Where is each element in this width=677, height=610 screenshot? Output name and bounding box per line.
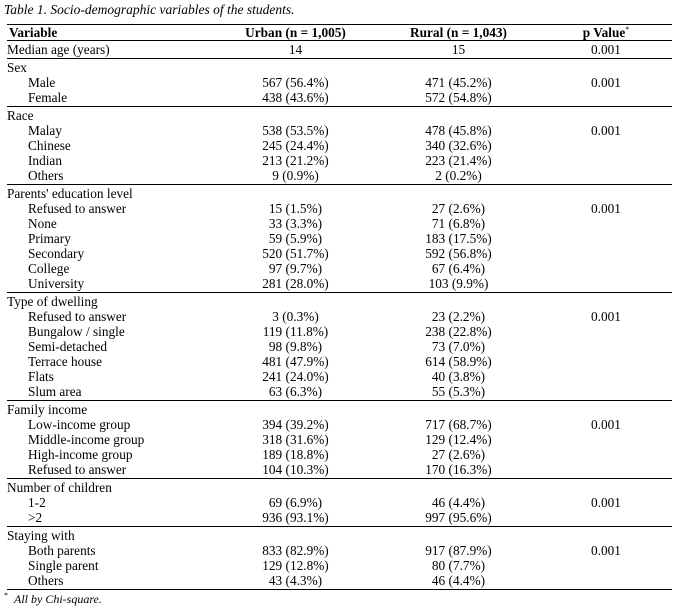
- group-title-p-empty: [540, 59, 672, 76]
- group-title-p-empty: [540, 479, 672, 496]
- table-row: [7, 495, 672, 510]
- row-urban-value: 104 (10.3%): [262, 462, 329, 477]
- table-row: [7, 462, 672, 479]
- variable-group: [7, 185, 672, 293]
- group-title-row: [7, 59, 672, 76]
- row-label: Refused to answer: [28, 201, 127, 216]
- group-title-row: [7, 107, 672, 124]
- socio-demographic-table: [7, 24, 672, 590]
- row-label: >2: [28, 510, 43, 525]
- row-rural-value: 46 (4.4%): [431, 495, 486, 510]
- group-title: Number of children: [7, 479, 214, 496]
- row-p-value: 0.001: [591, 123, 621, 138]
- table-row: [7, 276, 672, 293]
- row-urban-value: 59 (5.9%): [268, 231, 323, 246]
- row-p-empty: [540, 558, 672, 573]
- median-age-p-value: 0.001: [591, 42, 621, 57]
- table-row: [7, 369, 672, 384]
- row-urban-value: 129 (12.8%): [262, 558, 329, 573]
- row-urban-value: 394 (39.2%): [262, 417, 329, 432]
- median-age-group: [7, 41, 672, 59]
- row-label: 1-2: [28, 495, 46, 510]
- row-label: None: [28, 216, 57, 231]
- row-label: Middle-income group: [28, 432, 145, 447]
- row-label: Secondary: [28, 246, 85, 261]
- row-p-empty: [540, 261, 672, 276]
- row-label: Slum area: [28, 384, 82, 399]
- group-title: Family income: [7, 401, 214, 418]
- header-p-value-label: p Value: [582, 25, 626, 40]
- row-urban-value: 43 (4.3%): [268, 573, 323, 588]
- group-title: Type of dwelling: [7, 293, 214, 310]
- row-rural-value: 27 (2.6%): [431, 447, 486, 462]
- row-urban-value: 520 (51.7%): [262, 246, 329, 261]
- row-p-value: 0.001: [591, 201, 621, 216]
- variable-group: [7, 527, 672, 590]
- table-row: [7, 75, 672, 90]
- row-urban-value: 189 (18.8%): [262, 447, 329, 462]
- group-title-p-empty: [540, 527, 672, 544]
- row-label: Both parents: [28, 543, 96, 558]
- table-row: [7, 339, 672, 354]
- median-age-urban: 14: [288, 42, 303, 57]
- group-title: Parents' education level: [7, 185, 214, 202]
- row-rural-value: 55 (5.3%): [431, 384, 486, 399]
- table-row: [7, 324, 672, 339]
- row-p-empty: [540, 354, 672, 369]
- group-title-urban-empty: [214, 293, 377, 310]
- footnote-mark: *: [4, 591, 8, 600]
- group-title-urban-empty: [214, 527, 377, 544]
- row-rural-value: 67 (6.4%): [431, 261, 486, 276]
- table-row: [7, 384, 672, 401]
- row-urban-value: 15 (1.5%): [268, 201, 323, 216]
- row-label: Low-income group: [28, 417, 131, 432]
- median-age-label: Median age (years): [7, 42, 110, 57]
- group-title-p-empty: [540, 185, 672, 202]
- table-row: [7, 261, 672, 276]
- row-urban-value: 33 (3.3%): [268, 216, 323, 231]
- row-rural-value: 614 (58.9%): [425, 354, 492, 369]
- group-title: Staying with: [7, 527, 214, 544]
- row-rural-value: 73 (7.0%): [431, 339, 486, 354]
- row-label: Primary: [28, 231, 71, 246]
- row-urban-value: 9 (0.9%): [272, 168, 319, 183]
- table-footnote: [4, 592, 102, 607]
- row-urban-value: 318 (31.6%): [262, 432, 329, 447]
- variable-group: [7, 107, 672, 185]
- row-rural-value: 223 (21.4%): [425, 153, 492, 168]
- row-rural-value: 103 (9.9%): [428, 276, 489, 291]
- row-rural-value: 2 (0.2%): [435, 168, 482, 183]
- variable-group: [7, 479, 672, 527]
- row-urban-value: 281 (28.0%): [262, 276, 329, 291]
- table-row: [7, 354, 672, 369]
- group-title-row: [7, 293, 672, 310]
- row-rural-value: 129 (12.4%): [425, 432, 492, 447]
- table-row: [7, 432, 672, 447]
- row-label: Bungalow / single: [28, 324, 125, 339]
- table-row: [7, 309, 672, 324]
- table-row: [7, 138, 672, 153]
- group-title-urban-empty: [214, 479, 377, 496]
- row-p-empty: [540, 339, 672, 354]
- row-urban-value: 98 (9.8%): [268, 339, 323, 354]
- row-label: Indian: [28, 153, 62, 168]
- variable-group: [7, 59, 672, 107]
- row-urban-value: 213 (21.2%): [262, 153, 329, 168]
- row-urban-value: 936 (93.1%): [262, 510, 329, 525]
- group-title-urban-empty: [214, 401, 377, 418]
- row-rural-value: 478 (45.8%): [425, 123, 492, 138]
- group-title-rural-empty: [377, 479, 540, 496]
- row-urban-value: 538 (53.5%): [262, 123, 329, 138]
- row-label: Refused to answer: [28, 462, 127, 477]
- row-rural-value: 23 (2.2%): [431, 309, 486, 324]
- row-rural-value: 183 (17.5%): [425, 231, 492, 246]
- row-rural-value: 238 (22.8%): [425, 324, 492, 339]
- median-age-row: [7, 41, 672, 59]
- row-urban-value: 119 (11.8%): [262, 324, 329, 339]
- header-variable: Variable: [7, 25, 214, 41]
- row-rural-value: 80 (7.7%): [431, 558, 486, 573]
- group-title-p-empty: [540, 401, 672, 418]
- row-p-empty: [540, 510, 672, 527]
- row-label: High-income group: [28, 447, 133, 462]
- row-p-value: 0.001: [591, 309, 621, 324]
- header-p-value-mark: *: [625, 25, 630, 34]
- group-title-rural-empty: [377, 293, 540, 310]
- row-label: Others: [28, 168, 64, 183]
- group-title-urban-empty: [214, 59, 377, 76]
- group-title-urban-empty: [214, 107, 377, 124]
- table-row: [7, 201, 672, 216]
- row-label: Male: [28, 75, 56, 90]
- group-title-rural-empty: [377, 185, 540, 202]
- group-title-rural-empty: [377, 401, 540, 418]
- row-label: Chinese: [28, 138, 71, 153]
- row-rural-value: 592 (56.8%): [425, 246, 492, 261]
- row-rural-value: 471 (45.2%): [425, 75, 492, 90]
- header-rural: Rural (n = 1,043): [377, 25, 540, 41]
- row-label: Flats: [28, 369, 54, 384]
- row-p-value: 0.001: [591, 75, 621, 90]
- row-p-empty: [540, 90, 672, 107]
- row-label: Female: [28, 90, 68, 105]
- row-p-empty: [540, 432, 672, 447]
- table-row: [7, 447, 672, 462]
- row-urban-value: 3 (0.3%): [272, 309, 319, 324]
- median-age-rural: 15: [451, 42, 466, 57]
- group-title-rural-empty: [377, 527, 540, 544]
- table-row: [7, 543, 672, 558]
- group-title-rural-empty: [377, 107, 540, 124]
- row-p-value: 0.001: [591, 495, 621, 510]
- group-title-row: [7, 185, 672, 202]
- variable-group: [7, 401, 672, 479]
- header-row: [7, 25, 672, 41]
- row-p-value: 0.001: [591, 417, 621, 432]
- row-p-empty: [540, 573, 672, 590]
- row-label: Refused to answer: [28, 309, 127, 324]
- group-title-rural-empty: [377, 59, 540, 76]
- header-urban: Urban (n = 1,005): [214, 25, 377, 41]
- table-row: [7, 123, 672, 138]
- row-p-empty: [540, 369, 672, 384]
- row-rural-value: 997 (95.6%): [425, 510, 492, 525]
- row-p-empty: [540, 231, 672, 246]
- row-urban-value: 481 (47.9%): [262, 354, 329, 369]
- table-caption: Table 1. Socio-demographic variables of the students.: [4, 2, 295, 17]
- row-rural-value: 717 (68.7%): [425, 417, 492, 432]
- table-row: [7, 216, 672, 231]
- row-p-empty: [540, 153, 672, 168]
- table-row: [7, 168, 672, 185]
- table-header: [7, 25, 672, 41]
- table-row: [7, 417, 672, 432]
- footnote-text: All by Chi-square.: [14, 592, 102, 606]
- header-p-value: [540, 25, 672, 41]
- table-row: [7, 510, 672, 527]
- row-urban-value: 97 (9.7%): [268, 261, 323, 276]
- row-p-empty: [540, 216, 672, 231]
- row-label: College: [28, 261, 70, 276]
- group-title-p-empty: [540, 107, 672, 124]
- group-title-row: [7, 479, 672, 496]
- table-row: [7, 558, 672, 573]
- row-p-empty: [540, 462, 672, 479]
- table-row: [7, 246, 672, 261]
- row-label: Others: [28, 573, 64, 588]
- table-row: [7, 573, 672, 590]
- row-rural-value: 40 (3.8%): [431, 369, 486, 384]
- row-urban-value: 245 (24.4%): [262, 138, 329, 153]
- group-title-urban-empty: [214, 185, 377, 202]
- table-row: [7, 153, 672, 168]
- table-row: [7, 90, 672, 107]
- row-urban-value: 241 (24.0%): [262, 369, 329, 384]
- row-urban-value: 833 (82.9%): [262, 543, 329, 558]
- row-rural-value: 46 (4.4%): [431, 573, 486, 588]
- row-rural-value: 71 (6.8%): [431, 216, 486, 231]
- row-rural-value: 572 (54.8%): [425, 90, 492, 105]
- row-p-empty: [540, 447, 672, 462]
- variable-group: [7, 293, 672, 401]
- row-rural-value: 340 (32.6%): [425, 138, 492, 153]
- group-title-row: [7, 527, 672, 544]
- row-rural-value: 170 (16.3%): [425, 462, 492, 477]
- group-title-p-empty: [540, 293, 672, 310]
- row-rural-value: 917 (87.9%): [425, 543, 492, 558]
- row-label: University: [28, 276, 85, 291]
- row-rural-value: 27 (2.6%): [431, 201, 486, 216]
- row-urban-value: 69 (6.9%): [268, 495, 323, 510]
- row-p-empty: [540, 324, 672, 339]
- group-title: Sex: [7, 59, 214, 76]
- row-p-empty: [540, 168, 672, 185]
- row-p-empty: [540, 138, 672, 153]
- group-title: Race: [7, 107, 214, 124]
- table-row: [7, 231, 672, 246]
- row-p-empty: [540, 384, 672, 401]
- row-label: Semi-detached: [28, 339, 108, 354]
- row-label: Terrace house: [28, 354, 103, 369]
- row-urban-value: 63 (6.3%): [268, 384, 323, 399]
- row-urban-value: 567 (56.4%): [262, 75, 329, 90]
- row-urban-value: 438 (43.6%): [262, 90, 329, 105]
- row-p-value: 0.001: [591, 543, 621, 558]
- group-title-row: [7, 401, 672, 418]
- row-label: Single parent: [28, 558, 99, 573]
- row-p-empty: [540, 246, 672, 261]
- row-p-empty: [540, 276, 672, 293]
- row-label: Malay: [28, 123, 62, 138]
